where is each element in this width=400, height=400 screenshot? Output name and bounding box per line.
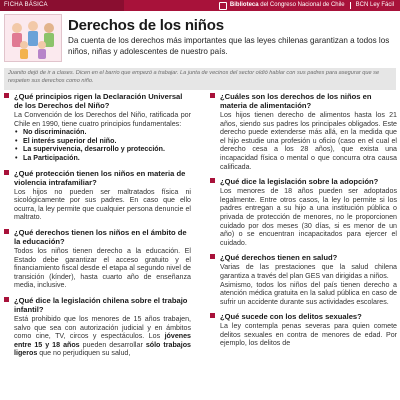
brand-rest: del Congreso Nacional de Chile — [258, 2, 345, 8]
principles-list — [14, 128, 191, 162]
brand-name — [230, 0, 345, 11]
left-column — [4, 92, 191, 364]
question: ¿Qué sucede con los delitos sexuales? — [220, 312, 362, 322]
children-illustration-icon — [5, 15, 61, 61]
question: ¿Cuáles son los derechos de los niños en materia de alimentación? — [220, 92, 372, 110]
qa-adoption — [210, 177, 397, 247]
top-bar — [0, 0, 400, 11]
qa-health — [210, 253, 397, 306]
answer-part: que no perjudiquen su salud, — [37, 349, 131, 358]
list-item: • El interés superior del niño. — [14, 137, 191, 146]
qa-sexual-crimes — [210, 312, 397, 348]
right-column — [210, 92, 397, 354]
intro-box: Juanito dejó de ir a clases. Dicen en el barrio que empezó a trabajar. La junta de vecinos del sector oídió hablar con sus padres para asegurar que se respeten sus derechos como niño. — [4, 68, 396, 90]
answer-bold: sólo trabajos ligeros — [14, 340, 191, 358]
question: ¿Qué principios rigen la Declaración Universal de los Derechos del Niño? — [14, 92, 183, 110]
question: ¿Qué dice la legislación chilena sobre el trabajo infantil? — [14, 295, 188, 314]
question-bullet-icon — [210, 313, 215, 318]
list-item: • La Participación. — [14, 154, 191, 163]
answer-bold: jóvenes entre 15 y 18 años — [14, 332, 191, 349]
answer: Los hijos no pueden ser maltratados física ni sicológicamente por sus padres. En caso que ello ocurra, la ley permite que cualquier persona denuncie el maltrato. — [14, 187, 191, 222]
brand-bold: Biblioteca — [229, 2, 259, 8]
answer — [14, 315, 191, 358]
question: ¿Qué derechos tienen en salud? — [220, 253, 338, 263]
section-label: FICHA BÁSICA — [0, 0, 124, 11]
list-item: • La supervivencia, desarrollo y protección. — [14, 145, 191, 154]
library-logo-icon — [219, 2, 227, 10]
question: ¿Qué dice la legislación sobre la adopción? — [220, 177, 379, 187]
question: ¿Qué derechos tienen los niños en el ámbito de la educación? — [14, 227, 187, 246]
children-illustration — [4, 14, 62, 62]
question-bullet-icon — [210, 93, 215, 98]
answer: La ley contempla penas severas para quien comete delitos sexuales en contra de menores de edad. Por ejemplo, los delitos de — [220, 322, 397, 348]
answer: Todos los niños tienen derecho a la educación. El Estado debe garantizar el acceso gratuito y el financiamiento fiscal desde el etapa al segundo nivel de transición (kínder), hasta cuarto año de enseñanza media, inclusive. — [14, 246, 191, 290]
qa-food — [210, 92, 397, 171]
answer-part: pueden desarrollar — [79, 340, 146, 349]
question-bullet-icon — [4, 170, 9, 175]
brand-divider — [350, 2, 351, 9]
question-bullet-icon — [4, 93, 9, 98]
qa-violence — [4, 169, 191, 222]
question-bullet-icon — [210, 254, 215, 259]
answer: La Convención de los Derechos del Niño, ratificada por Chile en 1990, tiene cuatro principios fundamentales: — [14, 111, 191, 128]
question-bullet-icon — [4, 297, 9, 302]
page-title: Derechos de los niños — [68, 17, 224, 34]
answer: Los hijos tienen derecho de alimentos hasta los 21 años, siendo sus padres los principales obligados. Este derecho puede extenderse más allá, en la medida que el hijo estudie una profesión u oficio (caso en el cual el derecho cesa a los 28 años), que exista una incapacidad física o mental o que concurra otra causa calificada. — [220, 111, 397, 171]
answer: Varias de las prestaciones que la salud chilena garantiza a través del plan GES van dirigidas a niños. Asimismo, todos los niños del país tienen derecho a atención médica gratuita en la salud pública en caso de sufrir un accidente durante sus actividades escolares. — [220, 263, 397, 306]
question-bullet-icon — [210, 178, 215, 183]
qa-principles — [4, 92, 191, 163]
brand-short: BCN Ley Fácil — [355, 2, 394, 8]
list-item: • No discriminación. — [14, 128, 191, 137]
answer-part: Está prohibido que los menores de 15 años trabajen, salvo que sea con autorización judicial y en ámbitos como cine, TV, circos y espectáculos. Los — [14, 314, 191, 341]
qa-child-labor — [4, 296, 191, 358]
page-subtitle: Da cuenta de los derechos más importantes que las leyes chilenas garantizan a todos los niños, niñas y adolescentes de nuestro país. — [68, 36, 390, 56]
question-bullet-icon — [4, 229, 9, 234]
brand[interactable] — [219, 0, 394, 11]
question: ¿Qué protección tienen los niños en materia de violencia intrafamiliar? — [14, 168, 186, 187]
answer: Los menores de 18 años pueden ser adoptados legalmente. Entre otros casos, la ley lo permite si los padres entregan a su hijo a una institución pública o privada de protección de menores, no le proporcionen cuidado por dos meses (30 días, si es menor de un año) o se encuentran incapacitados para ejercer el cuidado. — [220, 187, 397, 247]
qa-education — [4, 228, 191, 290]
